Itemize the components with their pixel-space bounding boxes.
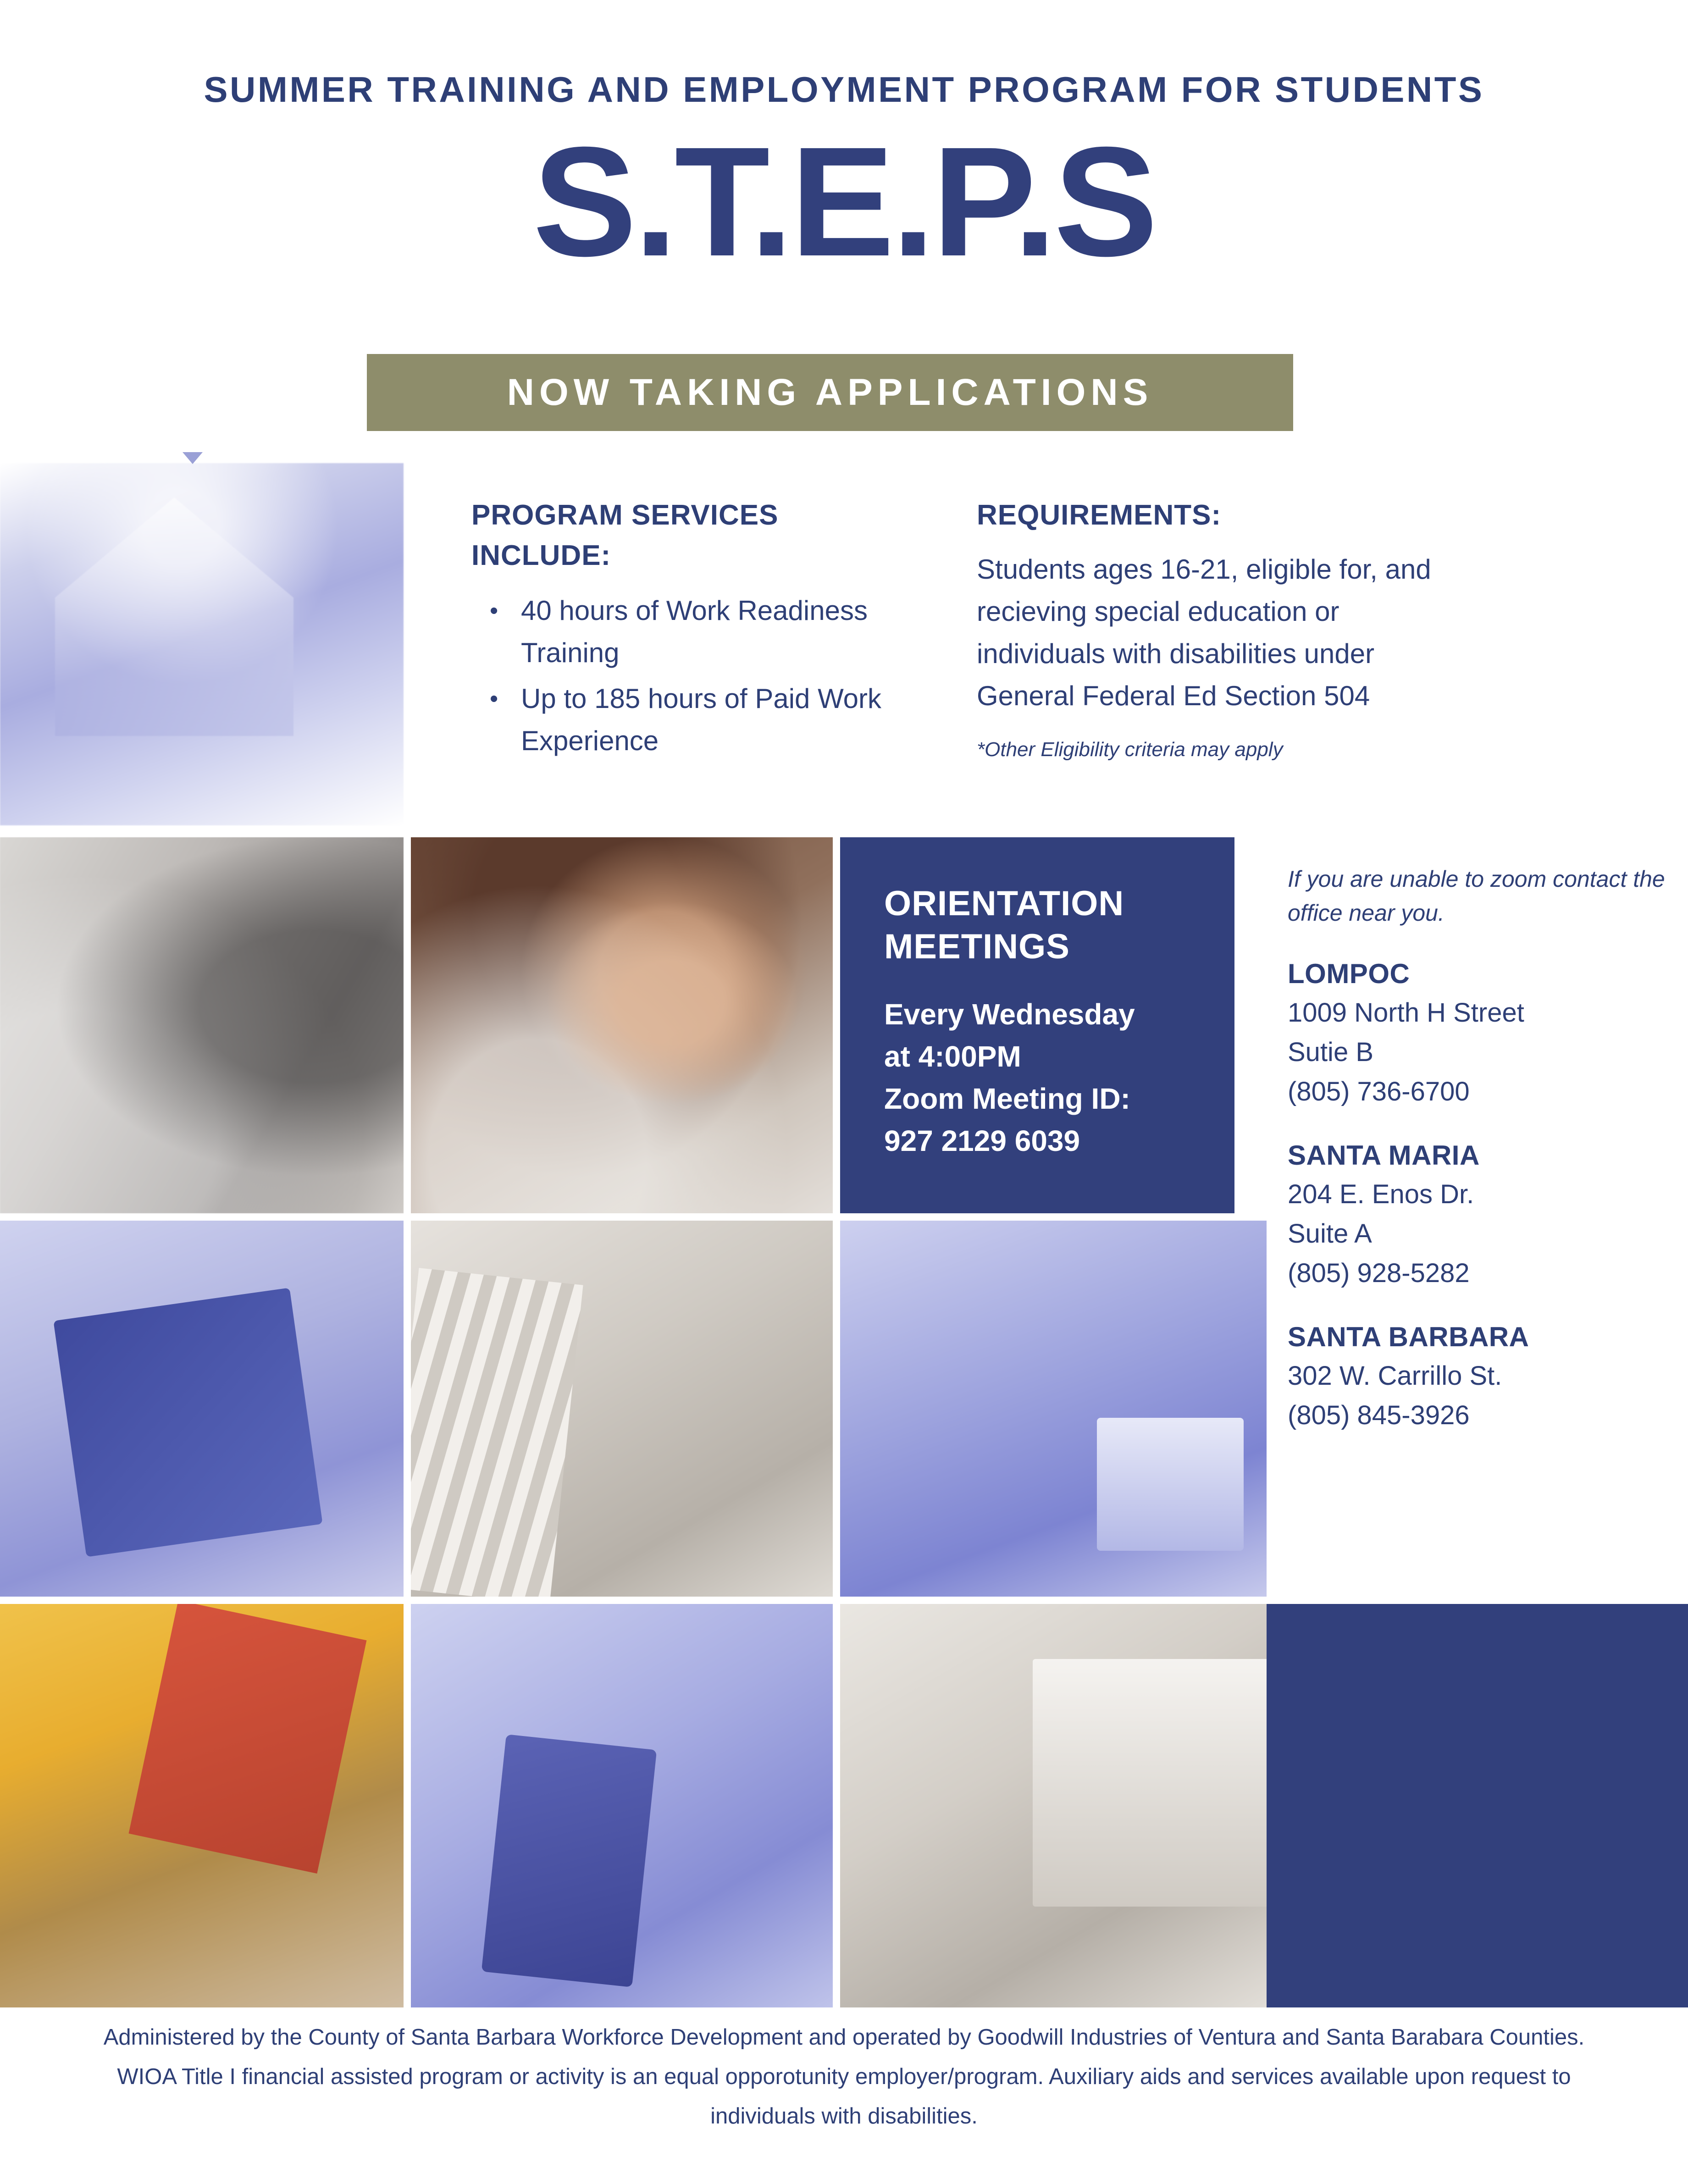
office-address-line2: Sutie B — [1288, 1037, 1373, 1067]
footer — [0, 2018, 1688, 2136]
office-address-line1: 204 E. Enos Dr. — [1288, 1179, 1474, 1209]
photo-student-glasses — [411, 837, 833, 1213]
applications-banner-label: NOW TAKING APPLICATIONS — [507, 371, 1153, 413]
requirements-column — [977, 495, 1458, 761]
list-item: • Up to 185 hours of Paid Work Experience — [471, 678, 967, 762]
office-name: SANTA BARBARA — [1288, 1321, 1529, 1352]
orientation-panel — [840, 837, 1234, 1213]
photo-yellow-jacket — [0, 1604, 404, 2007]
office-address-line1: 1009 North H Street — [1288, 998, 1524, 1028]
page-kicker: SUMMER TRAINING AND EMPLOYMENT PROGRAM FOR STUDENTS — [204, 69, 1484, 110]
requirements-body: Students ages 16-21, eligible for, and recieving special education or individuals with disabilities under General Federal Ed Section 504 — [977, 554, 1431, 711]
office-name: LOMPOC — [1288, 958, 1410, 989]
office-address-line1: 302 W. Carrillo St. — [1288, 1361, 1502, 1391]
photo-hands-tablet — [411, 1604, 833, 2007]
program-services-column — [471, 495, 967, 766]
contacts-column — [1288, 862, 1688, 1435]
office-phone[interactable]: (805) 845-3926 — [1288, 1400, 1470, 1430]
triangle-marker-icon — [183, 452, 203, 464]
orientation-title-line2: MEETINGS — [884, 927, 1070, 966]
requirements-heading: REQUIREMENTS: — [977, 499, 1222, 531]
office-phone[interactable]: (805) 736-6700 — [1288, 1077, 1470, 1106]
office-lompoc — [1288, 955, 1688, 1111]
contacts-note: If you are unable to zoom contact the office near you. — [1288, 866, 1665, 926]
photo-sleeve — [840, 1604, 1267, 2007]
photo-shirt-collar — [411, 1221, 833, 1597]
orientation-details — [884, 993, 1234, 1162]
office-phone[interactable]: (805) 928-5282 — [1288, 1258, 1470, 1288]
footer-text: Administered by the County of Santa Barbara Workforce Development and operated by Goodwill Industries of Ventura and Santa Barabara Counties. WIOA Title I financial assisted program or activity is an equal opporotunity employer/program. Auxiliary aids and services available upon request to individuals with disabilities. — [103, 2025, 1585, 2129]
office-name: SANTA MARIA — [1288, 1140, 1480, 1171]
orientation-title-line1: ORIENTATION — [884, 884, 1124, 923]
info-section — [0, 486, 1688, 825]
page-title: S.T.E.P.S — [532, 115, 1156, 289]
office-santa-barbara — [1288, 1318, 1688, 1435]
program-services-heading-line1: PROGRAM SERVICES — [471, 499, 779, 531]
photo-binder — [0, 1221, 404, 1597]
list-item: • 40 hours of Work Readiness Training — [471, 590, 967, 674]
orientation-day: Every Wednesday — [884, 998, 1135, 1031]
program-services-heading-line2: INCLUDE: — [471, 540, 611, 571]
orientation-zoom-id: 927 2129 6039 — [884, 1124, 1080, 1157]
office-santa-maria — [1288, 1136, 1688, 1293]
header — [0, 0, 1688, 454]
applications-banner — [367, 354, 1293, 431]
orientation-zoom-label: Zoom Meeting ID: — [884, 1082, 1130, 1115]
photo-workspace — [840, 1221, 1267, 1597]
orientation-time: at 4:00PM — [884, 1040, 1021, 1073]
photo-portrait-bw — [0, 837, 404, 1213]
requirements-note: *Other Eligibility criteria may apply — [977, 738, 1283, 761]
photo-solid-block — [1267, 1604, 1688, 2007]
office-address-line2: Suite A — [1288, 1219, 1372, 1249]
program-services-list — [471, 590, 967, 762]
